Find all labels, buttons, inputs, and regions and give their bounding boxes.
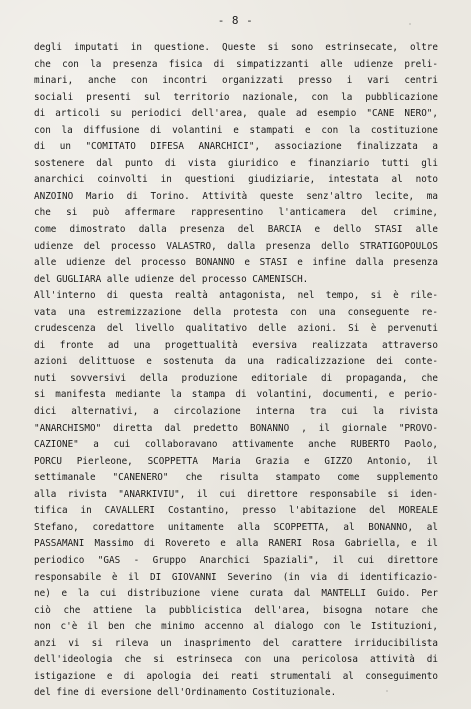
text-line: del GUGLIARA alle udienze del processo CAMENISCH. bbox=[34, 273, 309, 285]
text-line: "ANARCHISMO" diretta dal predetto BONANNO , il giornale "PROVO- bbox=[34, 422, 438, 434]
text-line: si manifesta mediante la stampa di volantini, documenti, e perio- bbox=[34, 389, 438, 401]
text-line: vata una estremizzazione della protesta con una conseguente re- bbox=[34, 306, 438, 318]
text-line: azioni delittuose e sostenuta da una radicalizzazione dei conte- bbox=[34, 356, 438, 368]
body-text bbox=[34, 40, 438, 702]
text-line: PORCU Pierleone, SCOPPETTA Maria Grazia e GIZZO Antonio, il bbox=[34, 455, 438, 467]
text-line: All'interno di questa realtà antagonista, nel tempo, si è rile- bbox=[34, 290, 438, 302]
text-line: alle udienze del processo BONANNO e STASI e infine dalla presenza bbox=[34, 257, 438, 269]
text-line: non c'è il ben che minimo accenno al dialogo con le Istituzioni, bbox=[34, 621, 438, 633]
text-line: anarchici coinvolti in questioni giudiziarie, intestata al noto bbox=[34, 174, 438, 186]
text-line: degli imputati in questione. Queste si sono estrinsecate, oltre bbox=[34, 42, 438, 53]
text-line: minari, anche con incontri organizzati presso i vari centri bbox=[34, 75, 438, 87]
text-line: tifica in CAVALLERI Costantino, presso l'abitazione del MOREALE bbox=[34, 505, 438, 517]
text-line: udienze del processo VALASTRO, dalla presenza dello STRATIGOPOULOS bbox=[34, 240, 438, 252]
text-line: di un "COMITATO DIFESA ANARCHICI", associazione finalizzata a bbox=[34, 141, 438, 153]
text-line: anzi vi si rileva un inasprimento del carattere irriducibilista bbox=[34, 637, 438, 649]
text-line: crudescenza del livello qualitativo delle azioni. Si è pervenuti bbox=[34, 323, 438, 335]
text-line: settimanale "CANENERO" che risulta stampato come supplemento bbox=[34, 472, 438, 484]
text-line: Stefano, coredattore unitamente alla SCOPPETTA, al BONANNO, al bbox=[34, 521, 438, 533]
text-line: dell'ideologia che si estrinseca con una pericolosa attività di bbox=[34, 654, 438, 666]
text-line: ANZOINO Mario di Torino. Attività queste senz'altro lecite, ma bbox=[34, 190, 438, 202]
text-line: che con la presenza fisica di simpatizzanti alle udienze preli- bbox=[34, 58, 438, 70]
text-line: come dimostrato dalla presenza del BARCIA e dello STASI alle bbox=[34, 224, 438, 236]
text-line: con la diffusione di volantini e stampati e con la costituzione bbox=[34, 124, 438, 136]
text-line: dici alternativi, a circolazione interna tra cui la rivista bbox=[34, 406, 438, 418]
page-number: - 8 - bbox=[217, 14, 254, 27]
text-line: che si può affermare rappresentino l'anticamera del crimine, bbox=[34, 207, 438, 219]
text-line: alla rivista "ANARKIVIU", il cui direttore responsabile si iden- bbox=[34, 488, 438, 500]
text-line: CAZIONE" a cui collaboravano attivamente anche RUBERTO Paolo, bbox=[34, 439, 438, 451]
text-line: ne) e la cui distribuzione viene curata dal MANTELLI Guido. Per bbox=[34, 588, 438, 600]
text-line: del fine di eversione dell'Ordinamento Costituzionale. bbox=[34, 687, 337, 699]
text-line: istigazione e di apologia dei reati strumentali al conseguimento bbox=[34, 670, 438, 682]
text-line: responsabile è il DI GIOVANNI Severino (in via di identificazio- bbox=[34, 571, 438, 583]
text-line: di articoli su periodici dell'area, quale ad esempio "CANE NERO", bbox=[34, 108, 438, 120]
text-line: di fronte ad una progettualità eversiva realizzata attraverso bbox=[34, 339, 438, 351]
paper-speck bbox=[386, 690, 388, 692]
text-line: ciò che attiene la pubblicistica dell'area, bisogna notare che bbox=[34, 604, 438, 616]
text-line: nuti sovversivi della produzione editoriale di propaganda, che bbox=[34, 372, 438, 384]
text-line: sostenere dal punto di vista giuridico e finanziario tutti gli bbox=[34, 157, 438, 169]
text-line: periodico "GAS - Gruppo Anarchici Spaziali", il cui direttore bbox=[34, 554, 438, 566]
text-line: sociali presenti sul territorio nazionale, con la pubblicazione bbox=[34, 91, 438, 103]
paper-speck bbox=[409, 23, 411, 25]
text-line: PASSAMANI Massimo di Rovereto e alla RANERI Rosa Gabriella, e il bbox=[34, 538, 438, 550]
